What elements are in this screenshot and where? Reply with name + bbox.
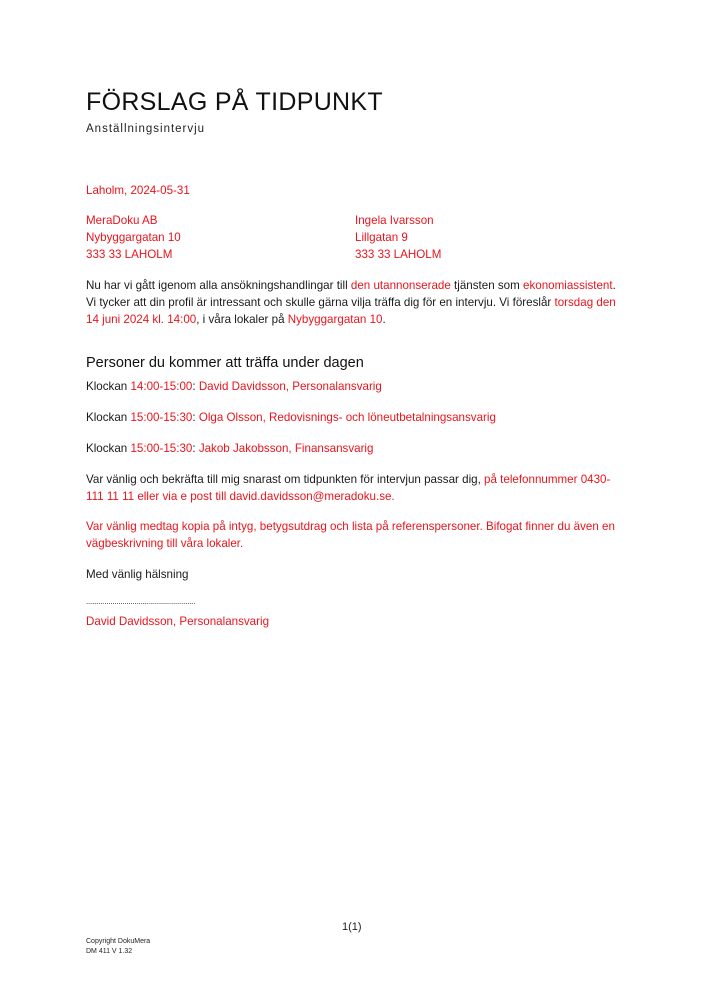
meeting-prefix: Klockan: [86, 380, 131, 393]
meeting-prefix: Klockan: [86, 442, 131, 455]
meeting-person: David Davidsson, Personalansvarig: [198, 380, 382, 393]
recipient-street: Lillgatan 9: [355, 231, 408, 244]
meeting-item: [86, 378, 382, 395]
contact-details: på telefonnummer 0430-111 11 11 eller via e post till david.davidsson@meradoku.se.: [86, 473, 611, 503]
recipient-name: Ingela Ivarsson: [355, 214, 434, 227]
bring-documents-paragraph: Var vänlig medtag kopia på intyg, betygsutdrag och lista på referenspersoner. Bifogat finner du även en vägbeskrivning till våra lokaler.: [86, 520, 615, 550]
meeting-separator: :: [192, 442, 199, 455]
sender-address: [86, 212, 181, 263]
intro-text-4: , i våra lokaler på: [196, 313, 288, 326]
intro-text-5: .: [382, 313, 386, 326]
recipient-address: [355, 212, 441, 263]
letter-date: Laholm, 2024-05-31: [86, 184, 190, 197]
meeting-time: 15:00-15:30: [130, 442, 193, 455]
meeting-item: [86, 409, 496, 426]
meeting-separator: :: [192, 411, 199, 424]
interview-datetime: torsdag den 14 juni 2024 kl. 14:00: [86, 296, 616, 326]
intro-paragraph: [86, 277, 626, 328]
meeting-time: 15:00-15:30: [130, 411, 193, 424]
ad-type: den utannonserade: [350, 279, 451, 292]
document-footer: [86, 937, 150, 957]
meeting-time: 14:00-15:00: [130, 380, 193, 393]
closing-greeting: Med vänlig hälsning: [86, 568, 189, 581]
meetings-heading: Personer du kommer att träffa under dagen: [86, 355, 364, 371]
signature-name: David Davidsson, Personalansvarig: [86, 615, 270, 628]
meeting-item: [86, 440, 373, 457]
interview-location: Nybyggargatan 10: [287, 313, 383, 326]
page-number: 1(1): [342, 921, 362, 933]
meeting-person: Olga Olsson, Redovisnings- och löneutbetalningsansvarig: [198, 411, 496, 424]
copyright-text: Copyright DokuMera: [86, 938, 151, 945]
meeting-prefix: Klockan: [86, 411, 131, 424]
recipient-city: 333 33 LAHOLM: [355, 248, 442, 261]
intro-text-3: . Vi tycker att din profil är intressant och skulle gärna vilja träffa dig för en intervju. Vi föreslår: [86, 279, 616, 309]
intro-text-1: Nu har vi gått igenom alla ansökningshandlingar till: [86, 279, 351, 292]
confirm-paragraph: [86, 471, 626, 505]
sender-name: MeraDoku AB: [86, 214, 158, 227]
signature-line: ......................................................: [86, 597, 196, 606]
intro-text-2: tjänsten som: [450, 279, 524, 292]
meeting-separator: :: [192, 380, 199, 393]
sender-city: 333 33 LAHOLM: [86, 248, 173, 261]
job-position: ekonomiassistent: [523, 279, 613, 292]
document-id: DM 411 V 1.32: [86, 948, 133, 955]
document-subtitle: Anställningsintervju: [86, 123, 206, 135]
document-title: FÖRSLAG PÅ TIDPUNKT: [86, 88, 383, 116]
sender-street: Nybyggargatan 10: [86, 231, 181, 244]
confirm-text: Var vänlig och bekräfta till mig snarast om tidpunkten för intervjun passar dig,: [86, 473, 485, 486]
meeting-person: Jakob Jakobsson, Finansansvarig: [198, 442, 374, 455]
